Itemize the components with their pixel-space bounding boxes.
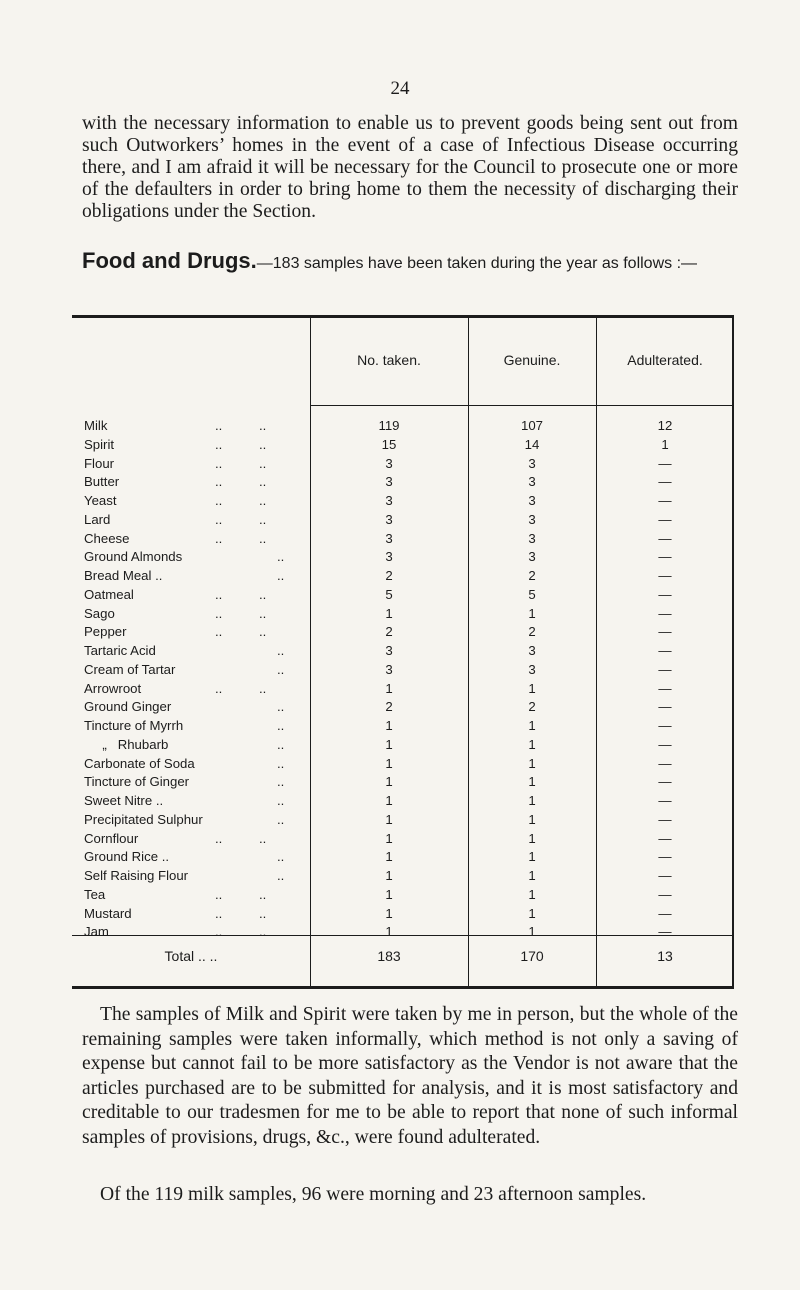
table-row xyxy=(72,549,732,568)
row-no-taken: 1 xyxy=(385,605,393,621)
item-label: Arrowroot xyxy=(84,680,142,696)
item-label: Yeast xyxy=(84,493,117,508)
row-item-name xyxy=(72,868,310,883)
samples-table xyxy=(72,315,734,989)
row-no-taken: 2 xyxy=(385,624,393,640)
row-adulterated: — xyxy=(658,924,672,940)
leader-dots: .. .. xyxy=(215,511,267,527)
row-genuine: 1 xyxy=(528,811,536,827)
leader-dots: .. xyxy=(277,661,285,677)
table-row xyxy=(72,418,732,437)
table-row xyxy=(72,718,732,737)
item-label: Ground Ginger xyxy=(84,699,172,715)
row-genuine: 1 xyxy=(528,924,536,940)
row-item-name xyxy=(72,512,310,527)
row-adulterated: — xyxy=(658,755,672,771)
row-item-name xyxy=(72,474,310,489)
row-adulterated: — xyxy=(658,830,672,846)
row-adulterated: — xyxy=(658,774,672,790)
row-genuine: 2 xyxy=(528,699,536,715)
leader-dots: .. xyxy=(277,774,285,790)
item-label: Sweet Nitre .. xyxy=(84,793,164,808)
item-label: Oatmeal xyxy=(84,586,134,602)
leader-dots: .. xyxy=(277,736,285,752)
row-adulterated: — xyxy=(658,549,672,565)
closing-paragraph-1 xyxy=(82,1003,738,1150)
total-taken: 183 xyxy=(377,948,401,964)
row-genuine: 3 xyxy=(528,455,536,471)
row-adulterated: — xyxy=(658,624,672,640)
row-genuine: 1 xyxy=(528,886,536,902)
row-item-name xyxy=(72,793,310,808)
row-no-taken: 3 xyxy=(385,455,393,471)
leader-dots: .. .. xyxy=(215,418,267,433)
row-item-name xyxy=(72,887,310,902)
item-label: Lard xyxy=(84,511,111,527)
row-genuine: 3 xyxy=(528,661,536,677)
table-row xyxy=(72,624,732,643)
row-genuine: 1 xyxy=(528,680,536,696)
leader-dots: .. .. xyxy=(215,474,267,490)
total-label: Total .. .. xyxy=(164,948,218,964)
row-adulterated: — xyxy=(658,643,672,658)
row-no-taken: 1 xyxy=(385,868,393,883)
row-adulterated: — xyxy=(658,736,672,752)
row-adulterated: — xyxy=(658,868,672,883)
leader-dots: .. .. xyxy=(215,586,267,602)
row-item-name xyxy=(72,587,310,602)
leader-dots: .. xyxy=(277,868,285,883)
header-genuine: Genuine. xyxy=(503,352,561,368)
row-no-taken: 3 xyxy=(385,643,393,658)
row-no-taken: 15 xyxy=(381,436,397,452)
row-adulterated: — xyxy=(658,605,672,621)
row-adulterated: — xyxy=(658,793,672,808)
row-genuine: 1 xyxy=(528,830,536,846)
table-row xyxy=(72,793,732,812)
row-no-taken: 1 xyxy=(385,736,393,752)
table-row xyxy=(72,737,732,756)
row-adulterated: — xyxy=(658,493,672,508)
row-item-name xyxy=(72,493,310,508)
row-no-taken: 1 xyxy=(385,905,393,921)
table-row xyxy=(72,531,732,550)
page-number: 24 xyxy=(390,78,410,99)
leader-dots: .. .. xyxy=(215,624,267,640)
row-no-taken: 3 xyxy=(385,549,393,565)
header-no-taken: No. taken. xyxy=(357,352,421,368)
row-no-taken: 3 xyxy=(385,474,393,490)
row-no-taken: 1 xyxy=(385,774,393,790)
row-genuine: 2 xyxy=(528,568,536,583)
item-label: Bread Meal .. xyxy=(84,568,163,583)
row-adulterated: — xyxy=(658,886,672,902)
table-row xyxy=(72,456,732,475)
row-item-name xyxy=(72,812,310,827)
row-genuine: 3 xyxy=(528,511,536,527)
item-label: Carbonate of Soda xyxy=(84,755,195,771)
table-row xyxy=(72,812,732,831)
row-genuine: 3 xyxy=(528,474,536,490)
closing-text-2: Of the 119 milk samples, 96 were morning and 23 afternoon samples. xyxy=(100,1184,647,1205)
row-item-name xyxy=(72,624,310,639)
leader-dots: .. .. xyxy=(215,455,267,471)
item-label: Spirit xyxy=(84,436,115,452)
item-label: Mustard xyxy=(84,905,132,921)
table-row xyxy=(72,662,732,681)
row-genuine: 1 xyxy=(528,793,536,808)
row-item-name xyxy=(72,831,310,846)
leader-dots: .. .. xyxy=(215,493,267,508)
row-adulterated: — xyxy=(658,586,672,602)
row-adulterated: 12 xyxy=(657,418,673,433)
table-row xyxy=(72,568,732,587)
row-adulterated: — xyxy=(658,511,672,527)
item-label: Tincture of Myrrh xyxy=(84,718,184,733)
leader-dots: .. xyxy=(277,549,285,565)
item-label: Cheese xyxy=(84,530,130,546)
item-label: Cream of Tartar xyxy=(84,661,176,677)
row-adulterated: — xyxy=(658,811,672,827)
row-item-name xyxy=(72,606,310,621)
section-heading: Food and Drugs. xyxy=(82,248,257,273)
item-label: Butter xyxy=(84,474,120,490)
row-genuine: 1 xyxy=(528,868,536,883)
row-item-name xyxy=(72,849,310,864)
leader-dots: .. xyxy=(277,568,285,583)
table-row xyxy=(72,474,732,493)
leader-dots: .. .. xyxy=(215,436,267,452)
row-adulterated: — xyxy=(658,455,672,471)
item-label: Tincture of Ginger xyxy=(84,774,190,790)
leader-dots: .. xyxy=(277,811,285,827)
row-item-name xyxy=(72,924,310,939)
row-adulterated: — xyxy=(658,680,672,696)
leader-dots: .. .. xyxy=(215,924,267,940)
item-label: Sago xyxy=(84,605,115,621)
row-genuine: 3 xyxy=(528,530,536,546)
item-label: Milk xyxy=(84,418,108,433)
row-genuine: 1 xyxy=(528,605,536,621)
closing-paragraph-2 xyxy=(82,1183,738,1208)
item-label: Self Raising Flour xyxy=(84,868,189,883)
total-adulterated: 13 xyxy=(657,948,673,964)
table-row xyxy=(72,493,732,512)
row-no-taken: 1 xyxy=(385,793,393,808)
row-no-taken: 1 xyxy=(385,886,393,902)
row-genuine: 1 xyxy=(528,905,536,921)
food-drugs-paragraph xyxy=(82,250,738,275)
leader-dots: .. xyxy=(277,793,285,808)
row-item-name xyxy=(72,737,310,752)
item-label: Ground Rice .. xyxy=(84,849,170,865)
total-genuine: 170 xyxy=(520,948,544,964)
table-row xyxy=(72,924,732,943)
row-genuine: 1 xyxy=(528,718,536,733)
row-item-name xyxy=(72,681,310,696)
item-label: Precipitated Sulphur xyxy=(84,811,203,827)
row-adulterated: — xyxy=(658,849,672,865)
table-row xyxy=(72,437,732,456)
row-adulterated: — xyxy=(658,718,672,733)
row-genuine: 3 xyxy=(528,549,536,565)
row-no-taken: 1 xyxy=(385,811,393,827)
intro-paragraph: with the necessary information to enable us to prevent goods being sent out from such Outworkers’ homes in the event of a case of Infectious Disease occurring there, and I am afraid it will be necessary for the Council to prosecute one or more of the defaulters in order to bring home to them the necessity of discharging their obligations under the Section. xyxy=(82,113,738,222)
row-genuine: 1 xyxy=(528,736,536,752)
row-genuine: 14 xyxy=(524,436,540,452)
row-no-taken: 5 xyxy=(385,586,393,602)
row-genuine: 1 xyxy=(528,774,536,790)
leader-dots: .. .. xyxy=(215,886,267,902)
table-row xyxy=(72,606,732,625)
row-item-name xyxy=(72,643,310,658)
item-label: „ Rhubarb xyxy=(84,736,169,752)
table-row xyxy=(72,906,732,925)
row-adulterated: — xyxy=(658,699,672,715)
row-adulterated: 1 xyxy=(661,436,669,452)
row-adulterated: — xyxy=(658,661,672,677)
header-adulterated: Adulterated. xyxy=(627,352,703,368)
table-row xyxy=(72,868,732,887)
item-label: Tartaric Acid xyxy=(84,643,156,658)
row-no-taken: 3 xyxy=(385,493,393,508)
table-row xyxy=(72,681,732,700)
row-no-taken: 2 xyxy=(385,699,393,715)
section-lead: —183 samples have been taken during the year as follows :— xyxy=(256,255,698,272)
row-no-taken: 1 xyxy=(385,924,393,940)
row-item-name xyxy=(72,549,310,564)
row-genuine: 5 xyxy=(528,586,536,602)
leader-dots: .. .. xyxy=(215,680,267,696)
item-label: Ground Almonds xyxy=(84,549,183,565)
row-item-name xyxy=(72,568,310,583)
leader-dots: .. xyxy=(277,699,285,715)
item-label: Cornflour xyxy=(84,830,139,846)
closing-text-1: The samples of Milk and Spirit were taken by me in person, but the whole of the remaining samples were taken informally, which method is not only a saving of expense but cannot fail to be more satisfactory as the Vendor is not aware that the articles purchased are to be submitted for analysis, and it is most satisfactory and creditable to our tradesmen for me to be able to report that none of such informal samples of provisions, drugs, &c., were found adulterated. xyxy=(82,1004,738,1148)
leader-dots: .. xyxy=(277,849,285,865)
row-item-name xyxy=(72,699,310,714)
leader-dots: .. xyxy=(277,718,285,733)
row-item-name xyxy=(72,756,310,771)
row-no-taken: 1 xyxy=(385,849,393,865)
row-genuine: 1 xyxy=(528,849,536,865)
row-adulterated: — xyxy=(658,530,672,546)
row-item-name xyxy=(72,718,310,733)
row-no-taken: 1 xyxy=(385,680,393,696)
table-row xyxy=(72,887,732,906)
row-no-taken: 3 xyxy=(385,530,393,546)
row-no-taken: 3 xyxy=(385,661,393,677)
leader-dots: .. xyxy=(277,755,285,771)
header-rule xyxy=(310,405,732,406)
item-label: Pepper xyxy=(84,624,127,640)
row-item-name xyxy=(72,456,310,471)
row-genuine: 3 xyxy=(528,643,536,658)
table-row xyxy=(72,587,732,606)
total-row xyxy=(72,948,732,972)
total-rule xyxy=(72,935,732,936)
leader-dots: .. xyxy=(277,643,285,658)
table-row xyxy=(72,699,732,718)
leader-dots: .. .. xyxy=(215,605,267,621)
row-item-name xyxy=(72,774,310,789)
leader-dots: .. .. xyxy=(215,905,267,921)
row-no-taken: 3 xyxy=(385,511,393,527)
row-adulterated: — xyxy=(658,905,672,921)
row-genuine: 2 xyxy=(528,624,536,640)
row-item-name xyxy=(72,531,310,546)
row-item-name xyxy=(72,906,310,921)
row-genuine: 3 xyxy=(528,493,536,508)
row-genuine: 107 xyxy=(520,418,543,433)
item-label: Jam xyxy=(84,924,109,940)
row-adulterated: — xyxy=(658,568,672,583)
row-item-name xyxy=(72,437,310,452)
row-item-name xyxy=(72,418,310,433)
item-label: Flour xyxy=(84,455,115,471)
table-row xyxy=(72,512,732,531)
row-no-taken: 1 xyxy=(385,755,393,771)
table-row xyxy=(72,756,732,775)
row-genuine: 1 xyxy=(528,755,536,771)
row-no-taken: 1 xyxy=(385,718,393,733)
table-row xyxy=(72,774,732,793)
row-no-taken: 2 xyxy=(385,568,393,583)
row-no-taken: 119 xyxy=(378,418,400,433)
row-no-taken: 1 xyxy=(385,830,393,846)
leader-dots: .. .. xyxy=(215,830,267,846)
row-adulterated: — xyxy=(658,474,672,490)
table-header xyxy=(72,318,732,406)
row-item-name xyxy=(72,662,310,677)
table-row xyxy=(72,849,732,868)
table-row xyxy=(72,643,732,662)
leader-dots: .. .. xyxy=(215,530,267,546)
item-label: Tea xyxy=(84,886,106,902)
table-row xyxy=(72,831,732,850)
